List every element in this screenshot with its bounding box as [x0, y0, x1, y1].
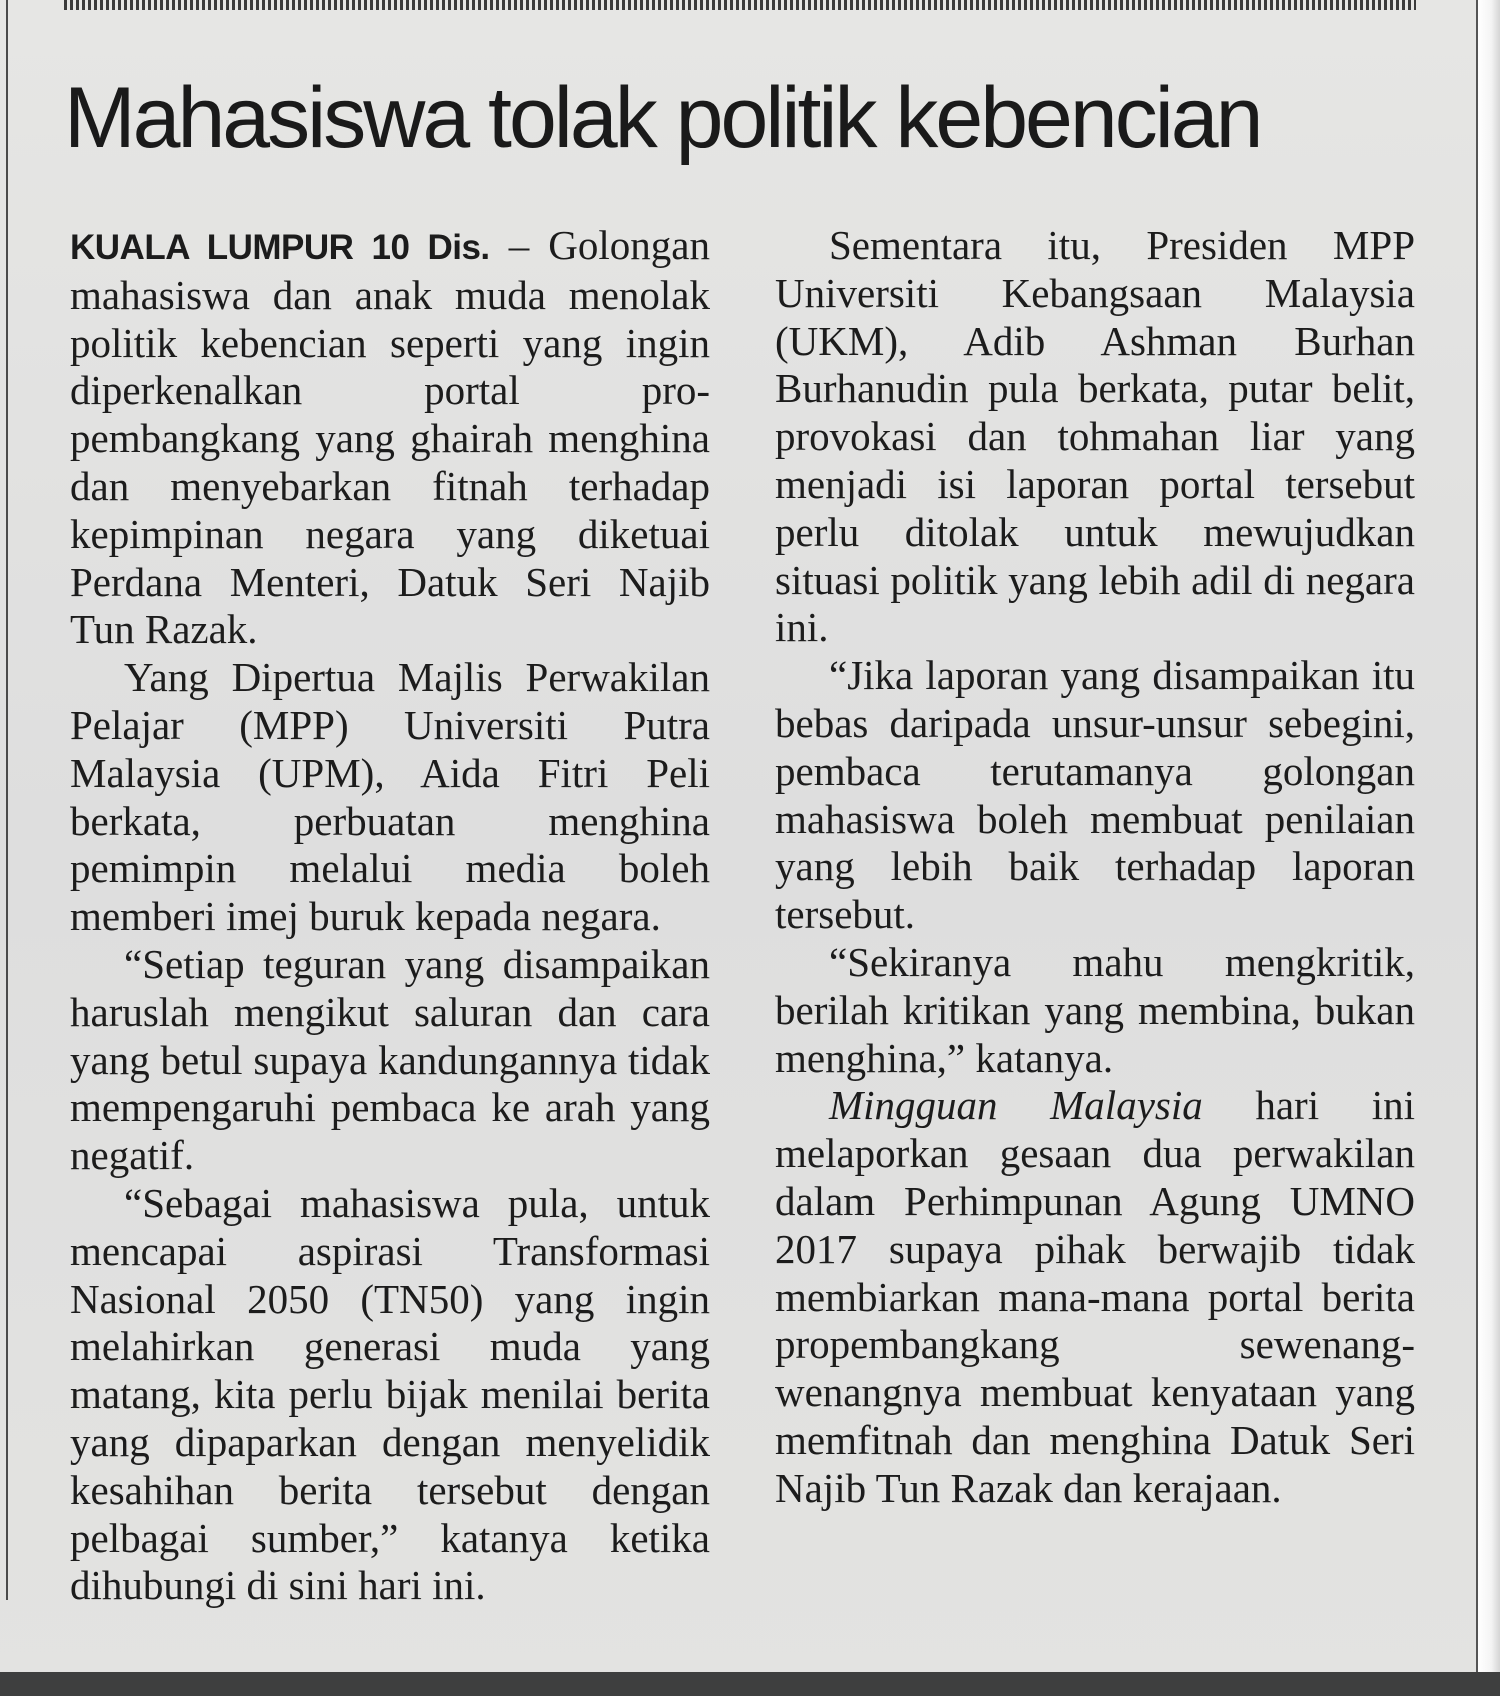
publication-name: Mingguan Malaysia	[829, 1082, 1203, 1129]
headline: Mahasiswa tolak politik kebencian	[64, 70, 1261, 166]
left-edge	[6, 0, 8, 1600]
article-column-right	[775, 222, 1415, 1513]
right-margin	[1478, 0, 1500, 1696]
paragraph: “Jika laporan yang disampaikan itu bebas daripada unsur-unsur sebegini, pembaca terutamanya golongan mahasiswa boleh membuat penilaian yang lebih baik terhadap laporan tersebut.	[775, 652, 1415, 938]
paragraph: “Sekiranya mahu mengkritik, berilah kritikan yang membina, bukan menghina,” katanya.	[775, 938, 1415, 1081]
paragraph-text: – Golongan mahasiswa dan anak muda menolak politik kebencian seperti yang ingin diperkenalkan portal pro-pembangkang yang ghairah menghina dan menyebarkan fitnah terhadap kepimpinan negara yang diketuai Perdana Menteri, Datuk Seri Najib Tun Razak.	[70, 222, 711, 653]
article-column-left	[70, 222, 710, 1610]
paragraph: Sementara itu, Presiden MPP Universiti Kebangsaan Malaysia (UKM), Adib Ashman Burhan Burhanudin pula berkata, putar belit, provokasi dan tohmahan liar yang menjadi isi laporan portal tersebut perlu ditolak untuk mewujudkan situasi politik yang lebih adil di negara ini.	[775, 222, 1415, 651]
paragraph: “Setiap teguran yang disampaikan haruslah mengikut saluran dan cara yang betul supaya kandungannya tidak mempengaruhi pembaca ke arah yang negatif.	[70, 940, 710, 1179]
bottom-border	[0, 1672, 1500, 1696]
paragraph	[775, 1082, 1415, 1512]
paragraph	[70, 222, 710, 654]
paragraph: “Sebagai mahasiswa pula, untuk mencapai aspirasi Transformasi Nasional 2050 (TN50) yang ingin melahirkan generasi muda yang matang, kita perlu bijak menilai berita yang dipaparkan dengan menyelidik kesahihan berita tersebut dengan pelbagai sumber,” katanya ketika dihubungi di sini hari ini.	[70, 1179, 710, 1609]
top-rule	[64, 0, 1416, 10]
paragraph-text: hari ini melaporkan gesaan dua perwakilan dalam Perhimpunan Agung UMNO 2017 supaya pihak berwajib tidak membiarkan mana-mana portal berita propembangkang sewenang-wenangnya membuat kenyataan yang memfitnah dan menghina Datuk Seri Najib Tun Razak dan kerajaan.	[775, 1082, 1415, 1511]
paragraph: Yang Dipertua Majlis Perwakilan Pelajar (MPP) Universiti Putra Malaysia (UPM), Aida Fitri Peli berkata, perbuatan menghina pemimpin melalui media boleh memberi imej buruk kepada negara.	[70, 654, 710, 940]
dateline: KUALA LUMPUR 10 Dis.	[70, 228, 490, 267]
